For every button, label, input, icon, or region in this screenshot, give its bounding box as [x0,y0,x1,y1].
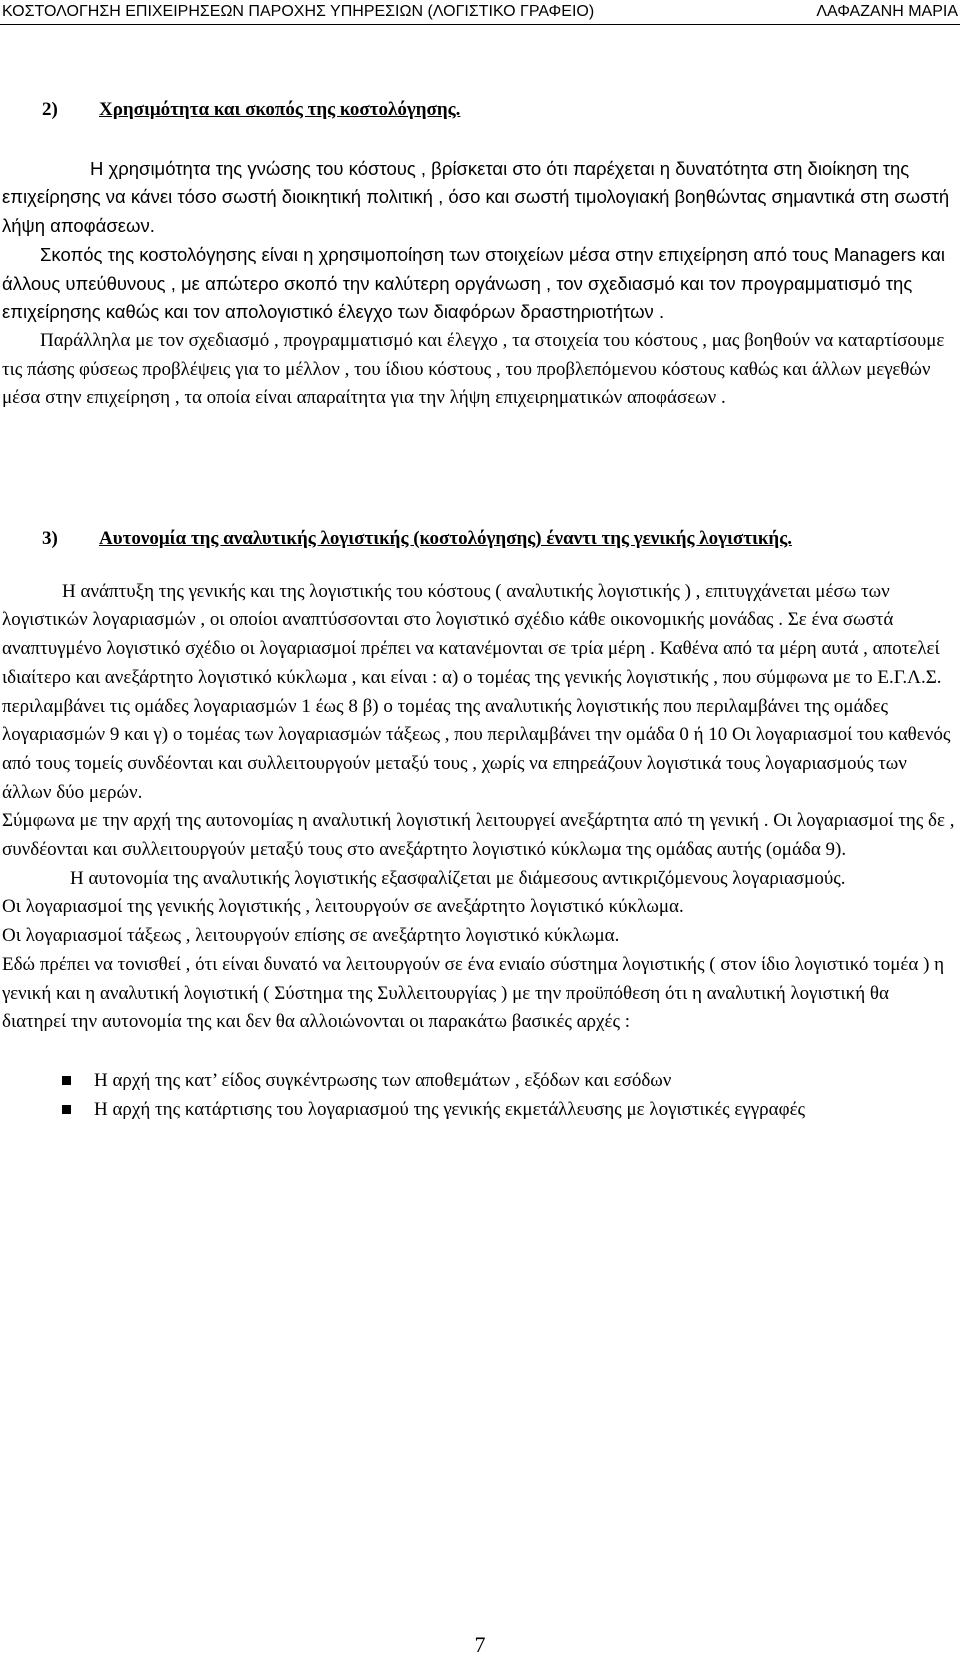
square-bullet-icon [62,1105,71,1114]
page-header [0,2,960,25]
section-2-paragraph-2: Σκοπός της κοστολόγησης είναι η χρησιμοποίηση των στοιχείων μέσα στην επιχείρηση από τους Managers και άλλους υπεύθυνους , με απώτερο σκοπό την καλύτερη οργάνωση , τον σχεδιασμό και τον προγραμματισμό της επιχείρησης καθώς και τον απολογιστικό έλεγχο των διαφόρων δραστηριοτήτων . [2,243,945,323]
section-3-title: Αυτονομία της αναλυτικής λογιστικής (κοστολόγησης) έναντι της γενικής λογιστικής. [99,528,792,550]
section-3-heading [2,525,956,554]
section-3-paragraph-2: Σύμφωνα με την αρχή της αυτονομίας η αναλυτική λογιστική λειτουργεί ανεξάρτητα από τη γενική . Οι λογαριασμοί της δε , συνδέονται και συλλειτουργούν μεταξύ τους στο ανεξάρτητο λογιστικό κύκλωμα της ομάδας αυτής (ομάδα 9). [2,810,955,861]
principles-list [2,1067,956,1124]
section-2-paragraph-3: Παράλληλα με τον σχεδιασμό , προγραμματισμό και έλεγχο , τα στοιχεία του κόστους , μας βοηθούν να καταρτίσουμε τις πάσης φύσεως προβλέψεις για το μέλλον , του ίδιου κόστους , του προβλεπόμενου κόστους καθώς και άλλων μεγεθών μέσα στην επιχείρηση , τα οποία είναι απαραίτητα για την λήψη επιχειρηματικών αποφάσεων . [2,329,945,409]
section-3-number: 3) [42,528,58,550]
section-3-paragraph-5: Οι λογαριασμοί τάξεως , λειτουργούν επίσης σε ανεξάρτητο λογιστικό κύκλωμα. [2,925,620,947]
section-2-heading [2,96,956,125]
section-3-paragraph-6: Εδώ πρέπει να τονισθεί , ότι είναι δυνατό να λειτουργούν σε ένα ενιαίο σύστημα λογιστικής ( στον ίδιο λογιστικό τομέα ) η γενική και η αναλυτική λογιστική ( Σύστημα της Συλλειτουργίας ) με την προϋπόθεση ότι η αναλυτική λογιστική θα διατηρεί την αυτονομία της και δεν θα αλλοιώνονται οι παρακάτω βασικές αρχές : [2,953,945,1033]
list-item [2,1096,956,1125]
section-2-paragraph-1: Η χρησιμότητα της γνώσης του κόστους , βρίσκεται στο ότι παρέχεται η δυνατότητα στη διοίκηση της επιχείρησης να κάνει τόσο σωστή διοικητική πολιτική , όσο και σωστή τιμολογιακή βοηθώντας σημαντικά στη σωστή λήψη αποφάσεων. [2,157,950,237]
list-item-text: Η αρχή της κατάρτισης του λογαριασμού της γενικής εκμετάλλευσης με λογιστικές εγγραφές [94,1098,806,1120]
section-2-number: 2) [42,99,58,120]
section-3-paragraph-4: Οι λογαριασμοί της γενικής λογιστικής , λειτουργούν σε ανεξάρτητο λογιστικό κύκλωμα. [2,896,684,918]
list-item-text: Η αρχή της κατ’ είδος συγκέντρωσης των αποθεμάτων , εξόδων και εσόδων [94,1069,672,1091]
header-title: ΚΟΣΤΟΛΟΓΗΣΗ ΕΠΙΧΕΙΡΗΣΕΩΝ ΠΑΡΟΧΗΣ ΥΠΗΡΕΣΙΩΝ (ΛΟΓΙΣΤΙΚΟ ΓΡΑΦΕΙΟ) [2,3,595,20]
section-3-paragraph-1: Η ανάπτυξη της γενικής και της λογιστικής του κόστους ( αναλυτικής λογιστικής ) , επιτυγχάνεται μέσω των λογιστικών λογαριασμών , οι οποίοι αναπτύσσονται στο λογιστικό σχέδιο κάθε οικονομικής μονάδας . Σε ένα σωστά αναπτυγμένο λογιστικό σχέδιο οι λογαριασμοί πρέπει να κατανέμονται σε τρία μέρη . Καθένα από τα μέρη αυτά , αποτελεί ιδιαίτερο και ανεξάρτητο λογιστικό κύκλωμα , και είναι : α) ο τομέας της γενικής λογιστικής , που σύμφωνα με το Ε.Γ.Λ.Σ. περιλαμβάνει τις ομάδες λογαριασμών 1 έως 8 β) ο τομέας της αναλυτικής λογιστικής που περιλαμβάνει της ομάδες λογαριασμών 9 και γ) ο τομέας των λογαριασμών τάξεως , που περιλαμβάνει την ομάδα 0 ή 10 Οι λογαριασμοί του καθενός από τους τομείς συνδέονται και συλλειτουργούν μεταξύ τους , χωρίς να επηρεάζουν λογιστικά τους λογαριασμούς των άλλων δύο μερών. [2,580,951,803]
section-3-paragraph-3: Η αυτονομία της αναλυτικής λογιστικής εξασφαλίζεται με διάμεσους αντικριζόμενους λογαριασμούς. [70,867,846,889]
list-item [2,1067,956,1096]
document-body [2,96,956,1124]
header-author: ΛΑΦΑΖΑΝΗ ΜΑΡΙΑ [816,3,958,20]
section-2-title: Χρησιμότητα και σκοπός της κοστολόγησης. [99,99,461,120]
page-number: 7 [474,1632,486,1657]
square-bullet-icon [62,1076,71,1085]
